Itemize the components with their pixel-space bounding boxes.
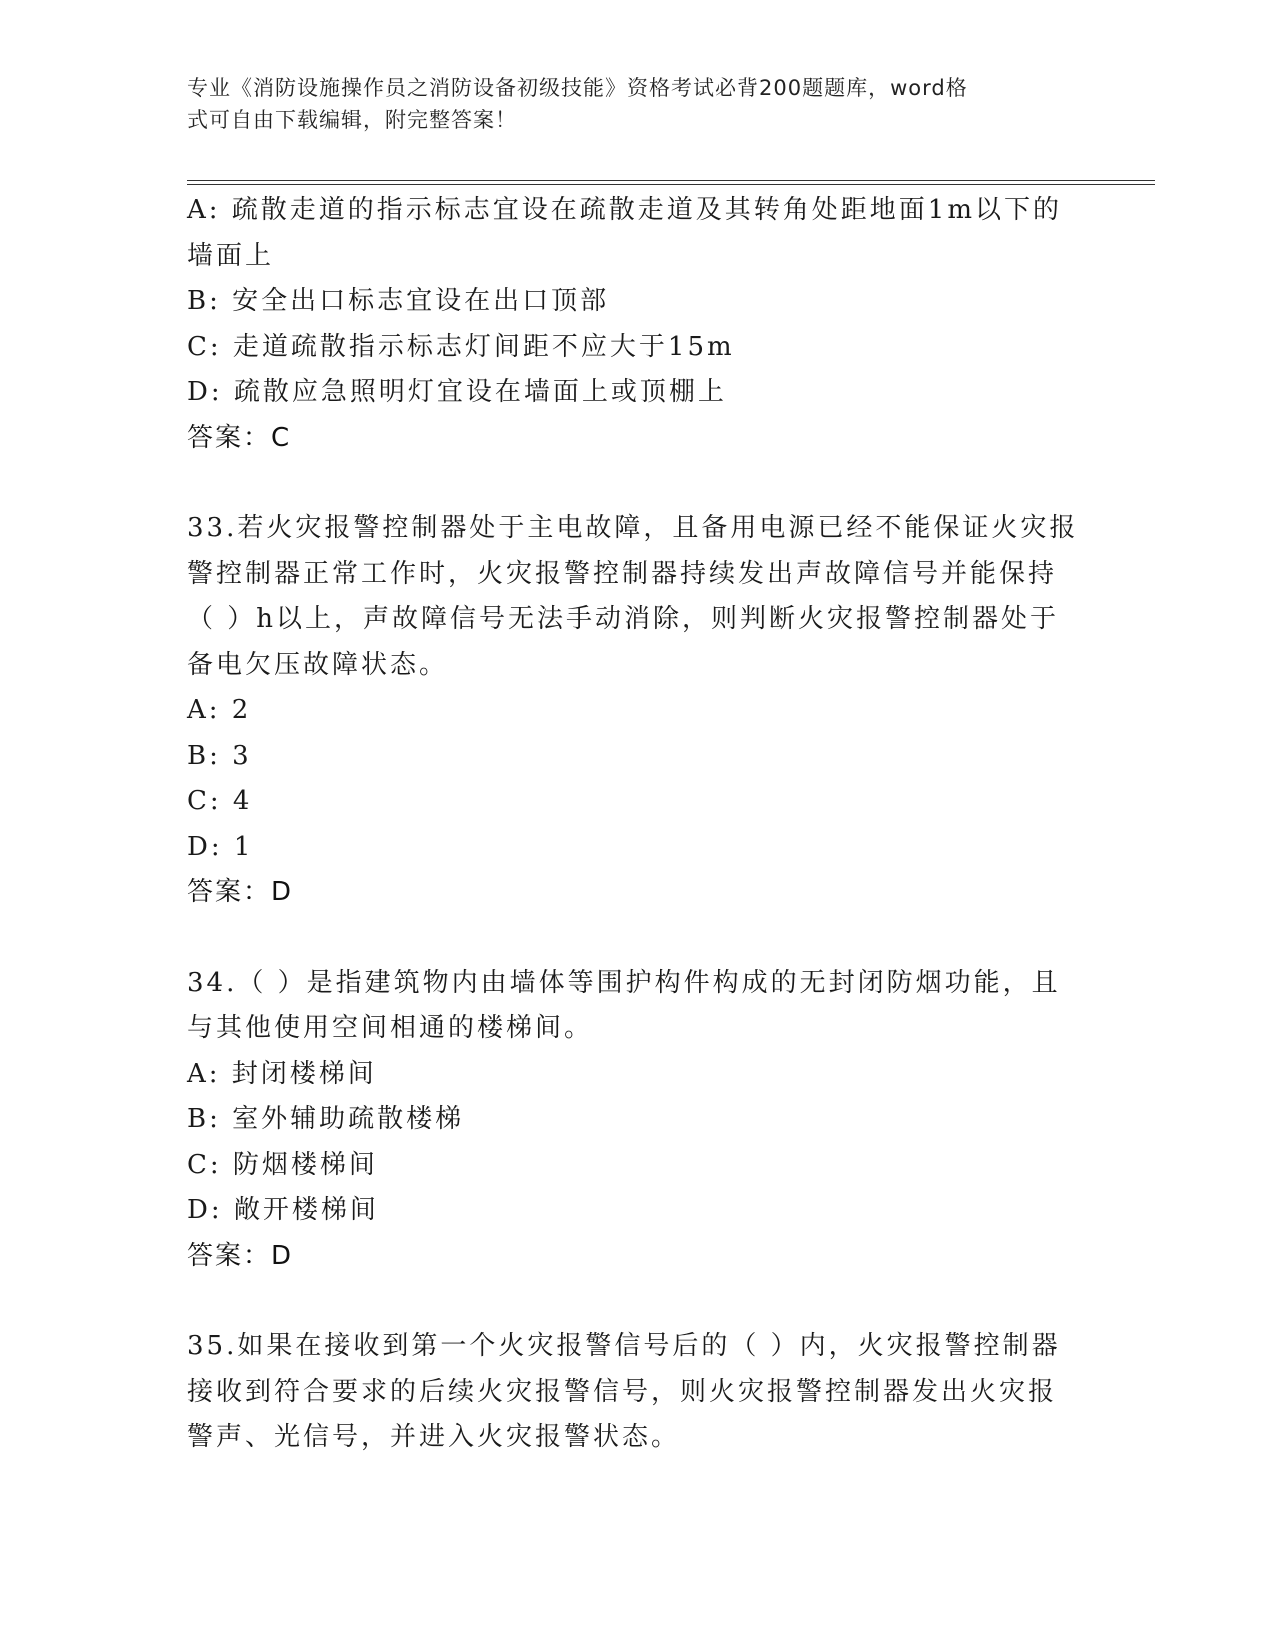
q33-option-b: B: 3: [187, 740, 252, 771]
q35-stem-line-2: 接收到符合要求的后续火灾报警信号，则火灾报警控制器发出火灾报: [187, 1376, 1058, 1407]
q32-option-c: C: 走道疏散指示标志灯间距不应大于15m: [187, 331, 735, 362]
q32-answer: 答案：C: [187, 422, 292, 453]
q32-option-d: D: 疏散应急照明灯宜设在墙面上或顶棚上: [187, 377, 727, 407]
q33-option-a: A: 2: [187, 695, 252, 725]
spacer: [187, 1279, 1087, 1324]
q33-stem-line-4: 备电欠压故障状态。: [187, 649, 449, 680]
q35-stem-line-1: 35.如果在接收到第一个火灾报警信号后的（ ）内，火灾报警控制器: [187, 1331, 1061, 1361]
q34-stem-line-2: 与其他使用空间相通的楼梯间。: [187, 1013, 594, 1043]
question-35: [187, 1324, 1087, 1461]
document-header: [187, 72, 1067, 136]
question-33: [187, 506, 1087, 916]
spacer: [187, 461, 1087, 506]
q34-option-c: C: 防烟楼梯间: [187, 1149, 378, 1180]
question-34: [187, 961, 1087, 1280]
question-32: [187, 188, 1087, 461]
header-divider-bottom: [187, 184, 1155, 185]
header-line-2: 式可自由下载编辑，附完整答案！: [187, 108, 517, 132]
q35-stem-line-3: 警声、光信号，并进入火灾报警状态。: [187, 1422, 681, 1452]
q34-option-d: D: 敞开楼梯间: [187, 1195, 379, 1225]
q33-answer: 答案：D: [187, 877, 294, 907]
q32-option-a-line-2: 墙面上: [187, 240, 275, 271]
q33-stem-line-3: （ ）h以上，声故障信号无法手动消除，则判断火灾报警控制器处于: [187, 604, 1060, 634]
q32-option-a-line-1: A: 疏散走道的指示标志宜设在疏散走道及其转角处距地面1m以下的: [187, 195, 1062, 225]
q34-option-a: A: 封闭楼梯间: [187, 1058, 377, 1089]
q33-stem-line-1: 33.若火灾报警控制器处于主电故障，且备用电源已经不能保证火灾报: [187, 513, 1079, 543]
q34-option-b: B: 室外辅助疏散楼梯: [187, 1104, 465, 1134]
q34-stem-line-1: 34.（ ）是指建筑物内由墙体等围护构件构成的无封闭防烟功能，且: [187, 967, 1061, 998]
q33-stem-line-2: 警控制器正常工作时，火灾报警控制器持续发出声故障信号并能保持: [187, 558, 1058, 589]
header-divider-top: [187, 180, 1155, 181]
document-body: [187, 188, 1087, 1461]
q32-option-b: B: 安全出口标志宜设在出口顶部: [187, 286, 610, 316]
spacer: [187, 916, 1087, 961]
q33-option-d: D: 1: [187, 831, 254, 862]
q34-answer: 答案：D: [187, 1240, 294, 1271]
q33-option-c: C: 4: [187, 786, 253, 816]
header-line-1: 专业《消防设施操作员之消防设备初级技能》资格考试必背200题题库，word格: [187, 76, 968, 100]
